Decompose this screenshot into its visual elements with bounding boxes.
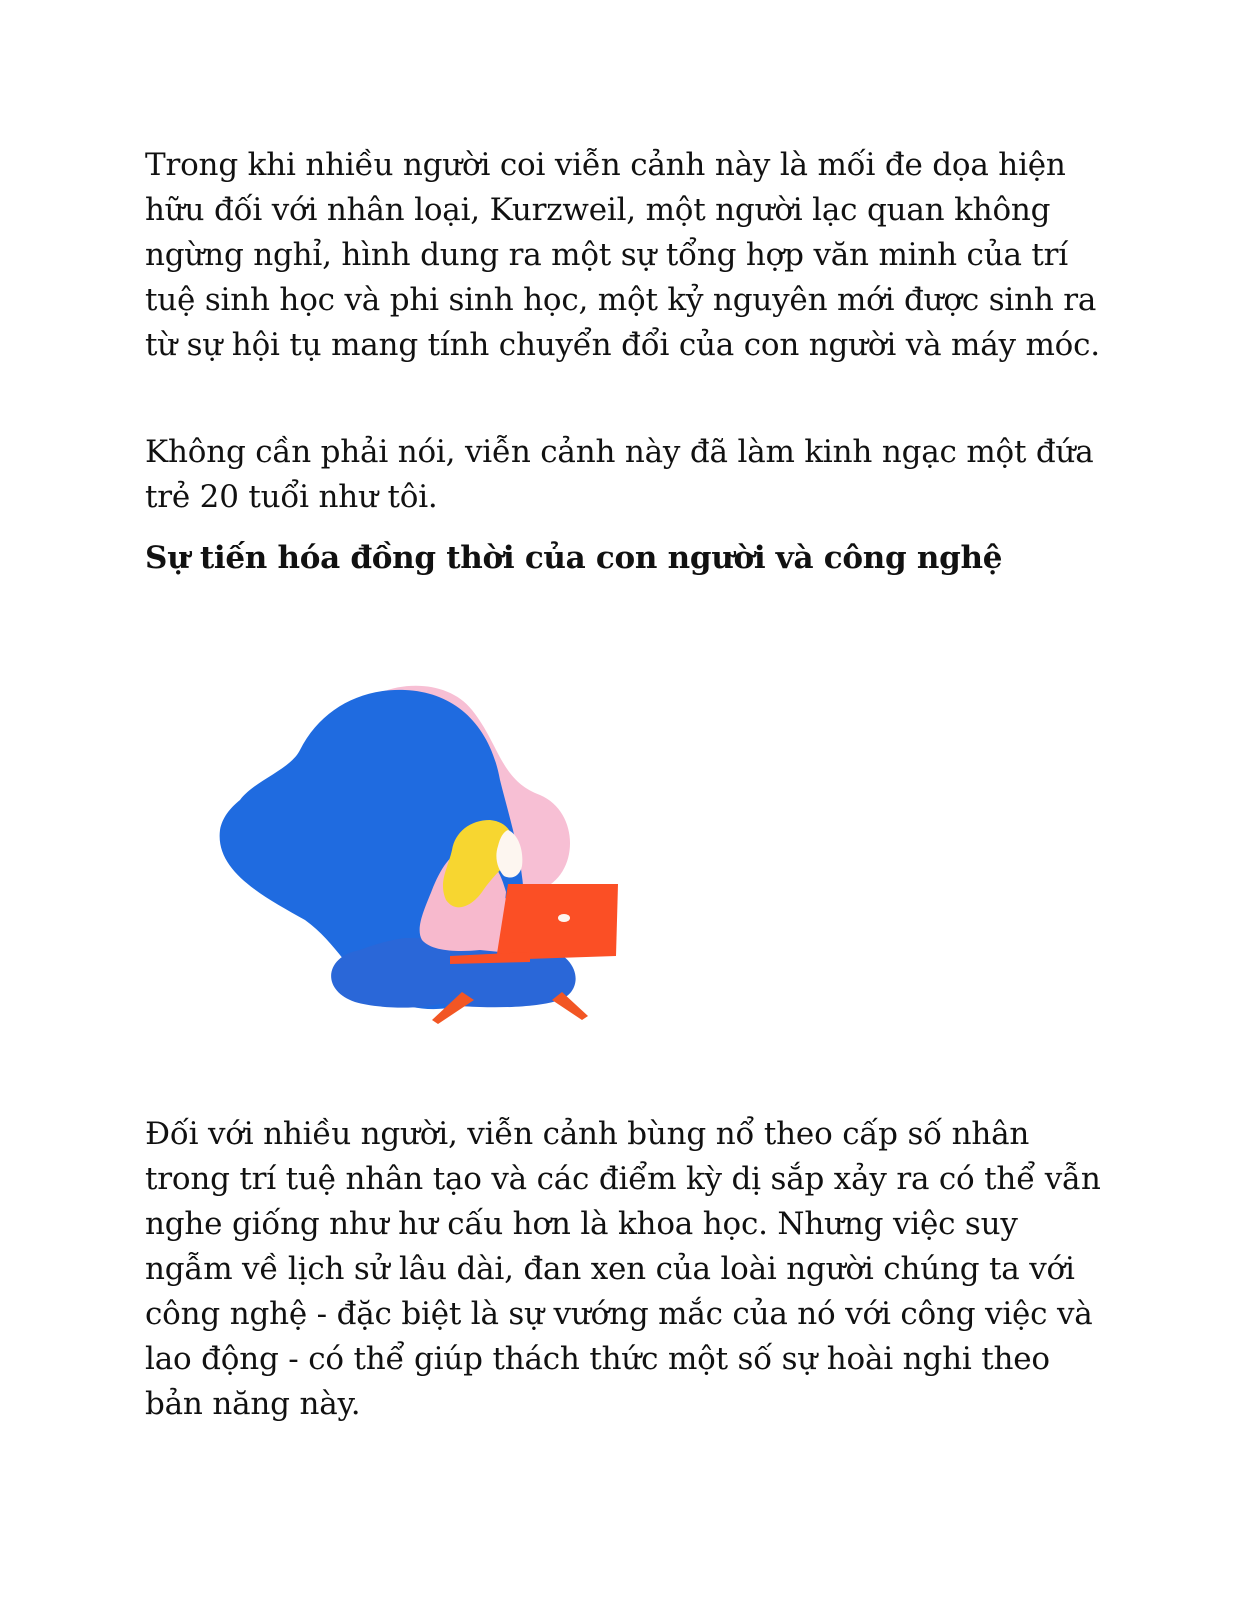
laptop — [496, 884, 618, 960]
paragraph-1: Trong khi nhiều người coi viễn cảnh này là mối đe dọa hiện hữu đối với nhân loại, Kurzweil, một người lạc quan không ngừng nghỉ, hình dung ra một sự tổng hợp văn minh của trí tuệ sinh học và phi sinh học, một kỷ nguyên mới được sinh ra từ sự hội tụ mang tính chuyển đổi của con người và máy móc. — [145, 147, 1100, 363]
laptop-logo — [558, 914, 570, 922]
paragraph-3: Đối với nhiều người, viễn cảnh bùng nổ theo cấp số nhân trong trí tuệ nhân tạo và các điểm kỳ dị sắp xảy ra có thể vẫn nghe giống như hư cấu hơn là khoa học. Nhưng việc suy ngẫm về lịch sử lâu dài, đan xen của loài người chúng ta với công nghệ - đặc biệt là sự vướng mắc của nó với công việc và lao động - có thể giúp thách thức một số sự hoài nghi theo bản năng này. — [145, 1116, 1101, 1422]
person-with-laptop-illustration — [200, 670, 660, 1040]
section-heading: Sự tiến hóa đồng thời của con người và công nghệ — [145, 540, 1003, 576]
right-shoe — [552, 992, 588, 1020]
paragraph-2: Không cần phải nói, viễn cảnh này đã làm kinh ngạc một đứa trẻ 20 tuổi như tôi. — [145, 434, 1094, 515]
